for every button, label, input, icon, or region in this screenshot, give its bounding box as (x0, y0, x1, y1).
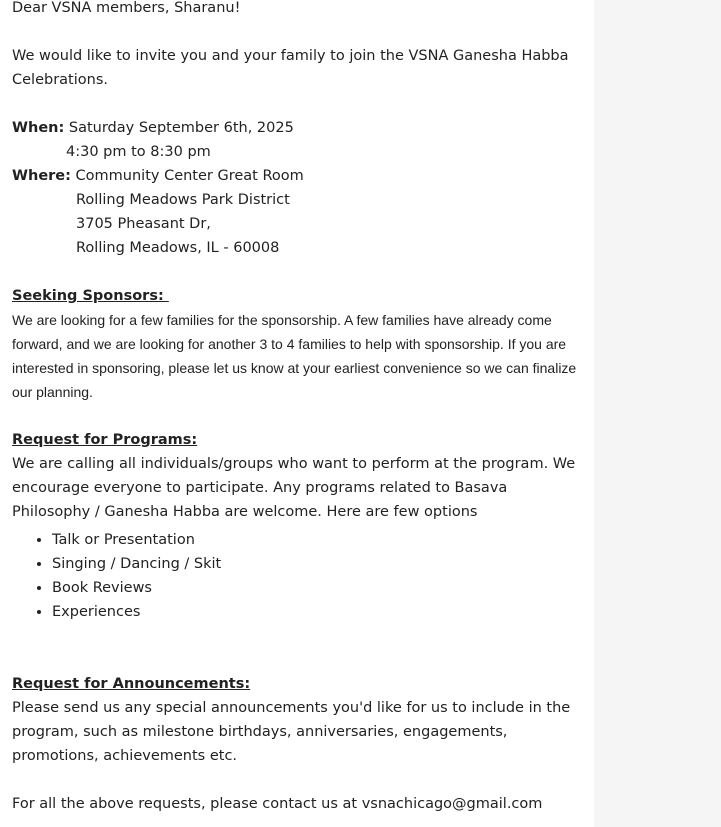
where-row (12, 164, 582, 188)
greeting: Dear VSNA members, Sharanu! (12, 0, 241, 16)
list-item: • Talk or Presentation (52, 528, 582, 552)
where-address-line: 3705 Pheasant Dr, (76, 216, 211, 232)
list-item: • Book Reviews (52, 576, 582, 600)
programs-heading: Request for Programs: (12, 432, 198, 448)
email-content (12, 0, 582, 816)
contact-text: For all the above requests, please contact us at (12, 796, 362, 812)
spacer (12, 768, 582, 792)
side-gutter (594, 0, 721, 827)
where-address-line: Rolling Meadows, IL - 60008 (76, 240, 280, 256)
when-label: When: (12, 120, 65, 136)
spacer (12, 624, 582, 648)
when-row (12, 116, 582, 140)
where-venue: Community Center Great Room (75, 168, 304, 184)
where-label: Where: (12, 168, 71, 184)
contact-row (12, 792, 582, 816)
list-item: • Experiences (52, 600, 582, 624)
contact-email-link[interactable]: vsnachicago@gmail.com (361, 796, 543, 812)
sponsors-body: We are looking for a few families for the sponsorship. A few families have already come forward, and we are looking for another 3 to 4 families to help with sponsorship. If you are interested in sponsoring, please let us know at your earliest convenience so we can finalize our planning. (12, 312, 577, 400)
when-date: Saturday September 6th, 2025 (68, 120, 294, 136)
where-address-line: Rolling Meadows Park District (76, 192, 290, 208)
program-options-list (12, 528, 582, 624)
spacer (12, 92, 582, 116)
list-item: • Singing / Dancing / Skit (52, 552, 582, 576)
spacer (12, 648, 582, 672)
when-time: 4:30 pm to 8:30 pm (66, 144, 211, 160)
spacer (12, 260, 582, 284)
spacer (12, 404, 582, 428)
invitation-text: We would like to invite you and your family to join the VSNA Ganesha Habba Celebrations. (12, 48, 569, 88)
sponsors-heading: Seeking Sponsors: (12, 288, 169, 304)
spacer (12, 20, 582, 44)
announcements-heading: Request for Announcements: (12, 676, 251, 692)
programs-body: We are calling all individuals/groups who want to perform at the program. We encourage everyone to participate. Any programs related to Basava Philosophy / Ganesha Habba are welcome. Here are few options (12, 456, 576, 520)
announcements-body: Please send us any special announcements you'd like for us to include in the program, such as milestone birthdays, anniversaries, engagements, promotions, achievements etc. (12, 700, 571, 764)
